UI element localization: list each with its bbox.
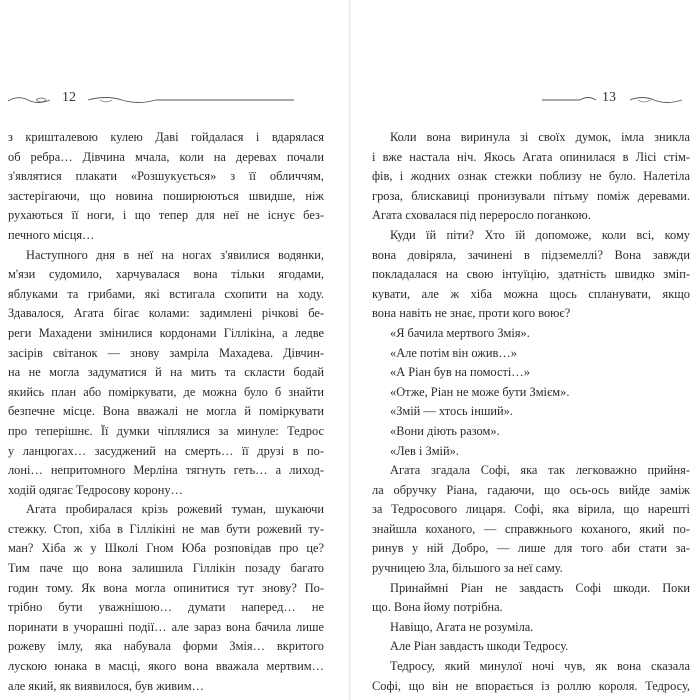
text-line: знайшла коханого, — справжнього коханого, який по- xyxy=(372,521,690,536)
text-line: ручницею Зла, більшого за неї саму. xyxy=(372,561,563,576)
text-line: «Отже, Ріан не може бути Змієм». xyxy=(390,384,570,399)
text-line: Але Ріан завдасть шкоди Тедросу. xyxy=(390,639,569,654)
text-line: покладалася на свою інтуїцію, здатність швидко зміп- xyxy=(372,267,690,282)
text-line: Навіщо, Агата не розуміла. xyxy=(390,619,534,634)
right-page-number: 13 xyxy=(602,90,616,105)
text-line: про теперішнє. Її думки чіплялися за минуле: Тедрос xyxy=(8,423,324,438)
flourish-ornament-icon xyxy=(6,94,56,106)
text-line: вона навіть не знає, проти кого воює? xyxy=(372,306,571,321)
text-line: «Лев і Змій». xyxy=(390,443,459,458)
flourish-line-icon xyxy=(86,94,296,106)
text-line: об ребра… Дівчина мчала, коли на деревах почали xyxy=(8,149,324,164)
text-line: Коли вона виринула зі своїх думок, імла зникла xyxy=(390,130,690,144)
text-line: реги Махадени змінилися кордонами Гіллікіна, а ледве xyxy=(8,325,324,340)
flourish-line-icon xyxy=(540,94,598,106)
text-line: застерігаючи, що новина поширюються швидше, ніж xyxy=(8,188,324,203)
text-line: ходій одягає Тедросову корону… xyxy=(8,482,183,497)
left-page-number: 12 xyxy=(62,90,76,105)
text-line: Принаймні Ріан не завдасть Софі шкоди. Поки xyxy=(390,580,690,595)
text-line: у ланцюгах… засуджений на смерть… її друзі в по- xyxy=(8,443,324,458)
text-line: поринати в учорашні події… але зараз вона бачила лише xyxy=(8,619,324,634)
book-gutter xyxy=(349,0,351,700)
text-line: яблуками та грибами, які встигала схопити на ходу. xyxy=(8,286,324,301)
left-page-header xyxy=(0,88,348,112)
text-line: Тедросу, який минулої ночі чув, як вона сказала xyxy=(390,659,690,674)
text-line: що. Вона йому потрібна. xyxy=(372,600,503,615)
right-page-body xyxy=(372,128,690,696)
text-line: м'язи судомило, харчувалася вона тільки ягодами, xyxy=(8,267,324,282)
right-page-header xyxy=(352,88,700,112)
text-line: ринув у ній Добро, — лише для того аби стати за- xyxy=(372,541,690,556)
text-line: Наступного дня в неї на ногах з'явилися водянки, xyxy=(26,247,324,262)
text-line: засірів світанок — знову замріла Махадева. Дівчин- xyxy=(8,345,324,360)
text-line: Здавалося, Агата бігає колами: задимлені річкові бе- xyxy=(8,306,324,321)
text-line: Агата згадала Софі, яка так легковажно прийня- xyxy=(390,463,690,478)
text-line: лускою юнака в масці, якого вона вважала мертвим… xyxy=(8,659,324,674)
text-line: ман? Хіба ж у Школі Гном Юба розповідав про це? xyxy=(8,541,324,556)
text-line: ла обручку Ріана, гадаючи, що ось-ось вийде заміж xyxy=(372,482,690,497)
left-page xyxy=(0,0,348,700)
text-line: на не могла задуматися й на мить та скласти бодай xyxy=(8,365,324,380)
text-line: і вже настала ніч. Якось Агата опинилася в Лісі стім- xyxy=(372,149,690,164)
text-line: якийсь план або поміркувати, де можна було б знайти xyxy=(8,384,324,399)
text-line: Агата сховалася під переросло поганкою. xyxy=(372,208,591,223)
text-line: печного місця… xyxy=(8,227,95,242)
text-line: Софі, що він не впорається із роллю короля. Тедросу, xyxy=(372,678,690,693)
text-line: «Але потім він ожив…» xyxy=(390,345,517,360)
text-line: за Тедросового лицаря. Софі, яка вірила, що нарешті xyxy=(372,502,690,517)
text-line: безпечне місце. Вона вважалі не могла й поміркувати xyxy=(8,404,324,419)
text-line: трібно бути уважнішою… думати наперед… не xyxy=(8,600,324,615)
text-line: фів, і жодних ознак стежки поблизу не було. Налетіла xyxy=(372,169,690,184)
text-line: годин тому. Як вона могла опинитися тут знову? По- xyxy=(8,580,324,595)
text-line: з кришталевою кулею Даві гойдалася і вдарялася xyxy=(8,130,324,144)
text-line: «Вони діють разом». xyxy=(390,423,500,438)
text-line: «А Ріан був на помості…» xyxy=(390,365,530,380)
text-line: кувати, але ж хіба можна щось спланувати, якщо xyxy=(372,286,690,301)
text-line: Куди їй піти? Хто їй допоможе, коли всі, кому xyxy=(390,227,690,242)
text-line: рухаються її ноги, і що тепер для неї не існує без- xyxy=(8,208,324,223)
right-page xyxy=(352,0,700,700)
text-line: гроза, блискавиці пронизували пітьму поміж деревами. xyxy=(372,188,690,203)
text-line: з'являтися плакати «Розшукується» з її обличчям, xyxy=(8,169,324,184)
text-line: лоні… непритомного Мерліна тягнуть геть… а лиход- xyxy=(8,463,324,478)
text-line: Агата пробиралася крізь рожевий туман, шукаючи xyxy=(26,502,324,517)
text-line: вона довіряла, зачинені в підземеллі? Вона завжди xyxy=(372,247,690,262)
left-page-body xyxy=(8,128,324,696)
text-line: Тим паче що вона залишила Гіллікін позаду багато xyxy=(8,561,324,576)
text-line: стежку. Стоп, хіба в Гіллікіні не мав бути рожевий ту- xyxy=(8,521,324,536)
text-line: рожеву імлу, яка набувала форми Змія… вкритого xyxy=(8,639,324,654)
flourish-ornament-icon xyxy=(628,94,688,106)
text-line: «Змій — хтось інший». xyxy=(390,404,513,419)
text-line: але який, як виявилося, був живим… xyxy=(8,678,205,693)
text-line: «Я бачила мертвого Змія». xyxy=(390,325,530,340)
